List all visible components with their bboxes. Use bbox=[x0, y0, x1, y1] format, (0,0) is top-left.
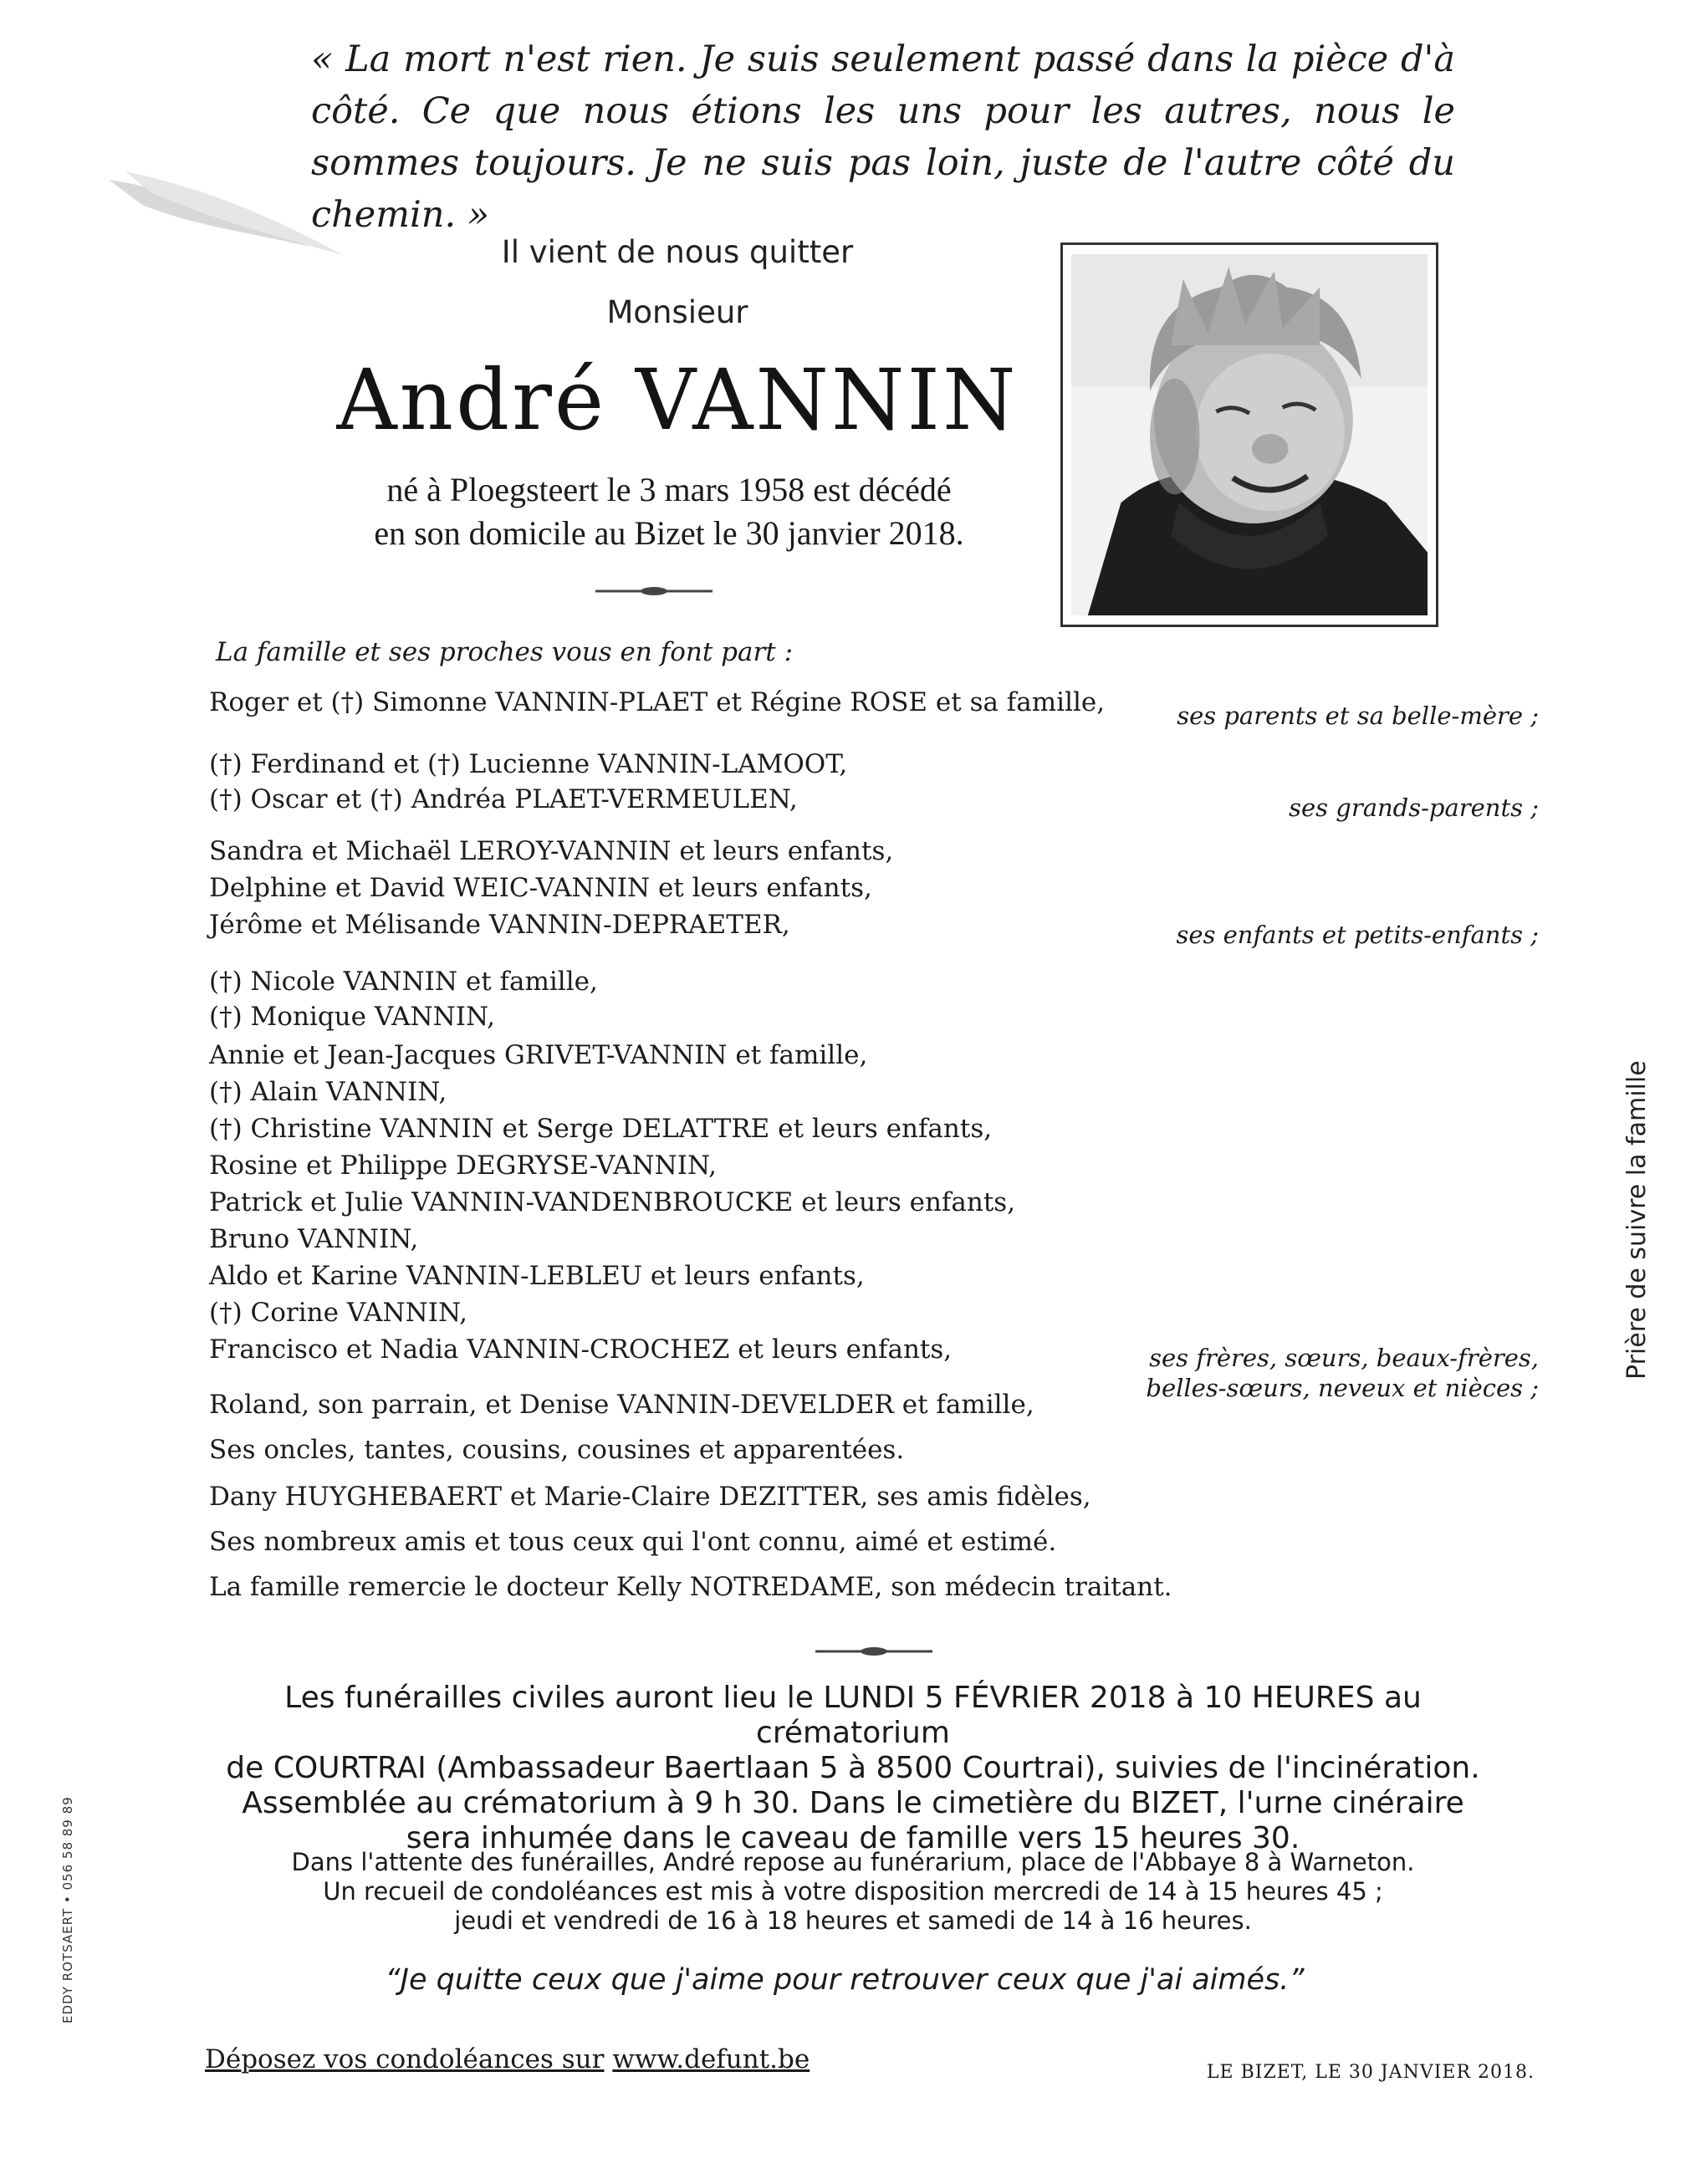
family-line: Rosine et Philippe DEGRYSE-VANNIN, bbox=[209, 1151, 718, 1181]
family-line: (†) Alain VANNIN, bbox=[209, 1077, 447, 1107]
family-line: Dany HUYGHEBAERT et Marie-Claire DEZITTER, ses amis fidèles, bbox=[209, 1482, 1091, 1512]
relation-label: ses enfants et petits-enfants ; bbox=[1176, 921, 1539, 949]
family-line: Ses oncles, tantes, cousins, cousines et apparentées. bbox=[209, 1435, 905, 1465]
family-line: (†) Christine VANNIN et Serge DELATTRE et leurs enfants, bbox=[209, 1114, 993, 1144]
family-line: Bruno VANNIN, bbox=[209, 1224, 419, 1254]
birth-line: né à Ploegsteert le 3 mars 1958 est décédé bbox=[386, 471, 952, 508]
info-line: Dans l'attente des funérailles, André repose au funérarium, place de l'Abbaye 8 à Warneton. bbox=[291, 1848, 1415, 1876]
printer-credit: EDDY ROTSAERT • 056 58 89 89 bbox=[60, 1796, 75, 2023]
family-line: Sandra et Michaël LEROY-VANNIN et leurs enfants, bbox=[209, 836, 894, 866]
condolences-prefix: Déposez vos condoléances sur bbox=[205, 2044, 605, 2074]
family-line: Francisco et Nadia VANNIN-CROCHEZ et leurs enfants, bbox=[209, 1334, 953, 1365]
funeral-line: sera inhumée dans le caveau de famille vers 15 heures 30. bbox=[406, 1821, 1300, 1855]
family-line: Jérôme et Mélisande VANNIN-DEPRAETER, bbox=[209, 910, 790, 940]
family-line: Patrick et Julie VANNIN-VANDENBROUCKE et leurs enfants, bbox=[209, 1187, 1016, 1217]
family-line: (†) Monique VANNIN, bbox=[209, 1002, 495, 1032]
funeral-details bbox=[201, 1681, 1505, 1856]
condolences-link[interactable]: www.defunt.be bbox=[612, 2044, 810, 2074]
family-line: Roger et (†) Simonne VANNIN-PLAET et Régine ROSE et sa famille, bbox=[209, 687, 1106, 717]
death-line: en son domicile au Bizet le 30 janvier 2018. bbox=[374, 514, 964, 552]
family-line: Ses nombreux amis et tous ceux qui l'ont connu, aimé et estimé. bbox=[209, 1527, 1057, 1557]
portrait-photo bbox=[1060, 242, 1438, 627]
family-intro: La famille et ses proches vous en font part : bbox=[216, 637, 794, 667]
relation-label: belles-sœurs, neveux et nièces ; bbox=[1146, 1374, 1539, 1402]
intro-line: Il vient de nous quitter bbox=[501, 234, 854, 270]
family-line: (†) Ferdinand et (†) Lucienne VANNIN-LAMOOT, bbox=[209, 749, 848, 779]
family-line: (†) Corine VANNIN, bbox=[209, 1298, 467, 1328]
funeral-line: Assemblée au crématorium à 9 h 30. Dans le cimetière du BIZET, l'urne cinéraire bbox=[242, 1786, 1464, 1820]
family-line: Delphine et David WEIC-VANNIN et leurs enfants, bbox=[209, 873, 872, 903]
family-line: Roland, son parrain, et Denise VANNIN-DEVELDER et famille, bbox=[209, 1390, 1034, 1420]
portrait-image bbox=[1071, 253, 1428, 616]
relation-label: ses parents et sa belle-mère ; bbox=[1177, 702, 1539, 730]
relation-label: ses grands-parents ; bbox=[1289, 793, 1539, 822]
visitation-info bbox=[276, 1848, 1430, 1936]
funeral-line: Les funérailles civiles auront lieu le LUNDI 5 FÉVRIER 2018 à 10 HEURES au crématorium bbox=[284, 1681, 1422, 1750]
family-line: La famille remercie le docteur Kelly NOTREDAME, son médecin traitant. bbox=[209, 1572, 1172, 1602]
closing-quote: “Je quitte ceux que j'aime pour retrouver ceux que j'ai aimés.” bbox=[385, 1963, 1305, 1997]
divider-ornament bbox=[815, 1646, 932, 1657]
info-line: jeudi et vendredi de 16 à 18 heures et samedi de 14 à 16 heures. bbox=[454, 1906, 1252, 1935]
info-line: Un recueil de condoléances est mis à votre disposition mercredi de 14 à 15 heures 45 ; bbox=[323, 1877, 1383, 1906]
side-note: Prière de suivre la famille bbox=[1622, 1060, 1652, 1380]
opening-quote: « La mort n'est rien. Je suis seulement passé dans la pièce d'à côté. Ce que nous étions les uns pour les autres, nous le sommes toujours. Je ne suis pas loin, juste de l'autre côté du chemin. » bbox=[311, 38, 1455, 236]
family-line: (†) Nicole VANNIN et famille, bbox=[209, 967, 598, 997]
funeral-line: de COURTRAI (Ambassadeur Baertlaan 5 à 8500 Courtrai), suivies de l'incinération. bbox=[226, 1751, 1480, 1785]
relation-label: ses frères, sœurs, beaux-frères, bbox=[1149, 1344, 1539, 1372]
deceased-name: André VANNIN bbox=[336, 351, 1019, 449]
family-line: Annie et Jean-Jacques GRIVET-VANNIN et famille, bbox=[209, 1040, 868, 1070]
place-date: LE BIZET, LE 30 JANVIER 2018. bbox=[1206, 2062, 1535, 2083]
birth-death-info bbox=[335, 468, 1004, 555]
divider-ornament bbox=[595, 585, 713, 597]
condolences-line bbox=[205, 2044, 810, 2074]
family-line: (†) Oscar et (†) Andréa PLAET-VERMEULEN, bbox=[209, 784, 798, 814]
honorific: Monsieur bbox=[606, 294, 748, 330]
family-line: Aldo et Karine VANNIN-LEBLEU et leurs enfants, bbox=[209, 1261, 865, 1291]
